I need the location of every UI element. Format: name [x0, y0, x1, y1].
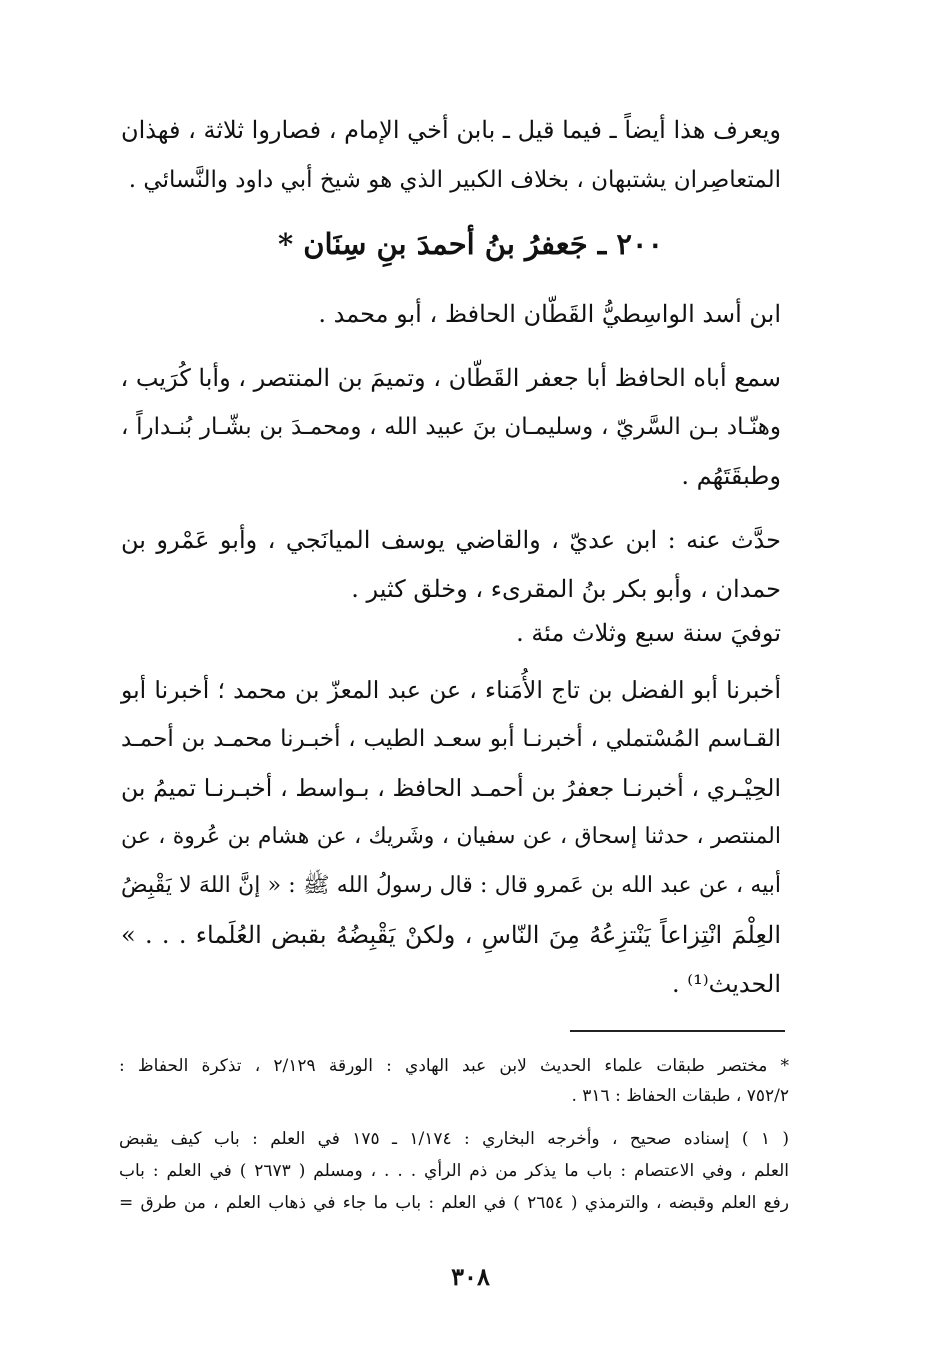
death-year: توفيَ سنة سبع وثلاث مئة .	[516, 619, 781, 647]
entry-lineage: ابن أسد الواسِطيُّ القَطّان الحافظ ، أبو محمد .	[318, 300, 781, 328]
hadith-line-2: القـاسم المُسْتملي ، أخبرنـا أبو سعـد الطيب ، أخبـرنا محمـد بن أحمـد	[121, 726, 781, 752]
hadith-line-1: أخبرنا أبو الفضل بن تاج الأُمَناء ، عن عبد المعزّ بن محمد ؛ أخبرنا أبو	[121, 676, 781, 704]
footnote-1-line-3: رفع العلم وقبضه ، والترمذي ( ٢٦٥٤ ) في العلم : باب ما جاء في ذهاب العلم ، من طرق =	[119, 1193, 789, 1213]
hadith-line-7: الحديث⁽¹⁾ .	[672, 970, 781, 998]
hadith-line-5: أبيه ، عن عبد الله بن عَمرو قال : قال رسولُ الله ﷺ : « إنَّ اللهَ لا يَقْبِضُ	[121, 873, 781, 898]
heard-from-line-1: سمع أباه الحافظ أبا جعفر القَطّان ، وتميمَ بن المنتصر ، وأبا كُرَيب ،	[120, 364, 781, 392]
narrated-by-line-1: حدَّث عنه : ابن عديّ ، والقاضي يوسف الميانَجي ، وأبو عَمْرو بن	[121, 526, 781, 554]
footnote-star-line-2: ٧٥٢/٢ ، طبقات الحفاظ : ٣١٦ .	[571, 1086, 789, 1106]
heard-from-line-2: وهنّـاد بـن السَّريّ ، وسليمـان بنَ عبيد الله ، ومحمـدَ بن بشّـار بُنـداراً ،	[121, 414, 781, 440]
heard-from-line-3: وطبقَتَهُم .	[681, 462, 781, 490]
intro-line-2: المتعاصِران يشتبهان ، بخلاف الكبير الذي هو شيخ أبي داود والنَّسائي .	[128, 167, 781, 193]
entry-title: ٢٠٠ ـ جَعفرُ بنُ أحمدَ بنِ سِنَان *	[277, 227, 664, 261]
hadith-line-6: العِلْمَ انْتِزاعاً يَنْتزِعُهُ مِنَ النّاسِ ، ولكنْ يَقْبِضُهُ بقبض العُلَماء . . . »	[121, 921, 781, 949]
hadith-line-4: المنتصر ، حدثنا إسحاق ، عن سفيان ، وشَريك ، عن هشام بن عُروة ، عن	[121, 824, 781, 849]
footnote-separator	[570, 1030, 785, 1032]
footnote-star-line-1: * مختصر طبقات علماء الحديث لابن عبد الهادي : الورقة ٢/١٢٩ ، تذكرة الحفاظ :	[119, 1056, 789, 1076]
footnote-1-line-2: العلم ، وفي الاعتصام : باب ما يذكر من ذم الرأي . . . ، ومسلم ( ٢٦٧٣ ) في العلم : باب	[119, 1161, 790, 1181]
footnote-1-line-1: ( ١ ) إسناده صحيح ، وأخرجه البخاري : ١/١٧٤ ـ ١٧٥ في العلم : باب كيف يقبض	[119, 1129, 789, 1149]
page-number: ٣٠٨	[451, 1262, 490, 1291]
narrated-by-line-2: حمدان ، وأبو بكر بنُ المقرىء ، وخلق كثير .	[351, 575, 781, 603]
hadith-line-3: الحِيْـري ، أخبرنـا جعفرُ بن أحمـد الحافظ ، بـواسط ، أخبـرنـا تميمُ بن	[121, 774, 781, 802]
intro-line-1: ويعرف هذا أيضاً ـ فيما قيل ـ بابن أخي الإمام ، فصاروا ثلاثة ، فهذان	[121, 116, 781, 144]
